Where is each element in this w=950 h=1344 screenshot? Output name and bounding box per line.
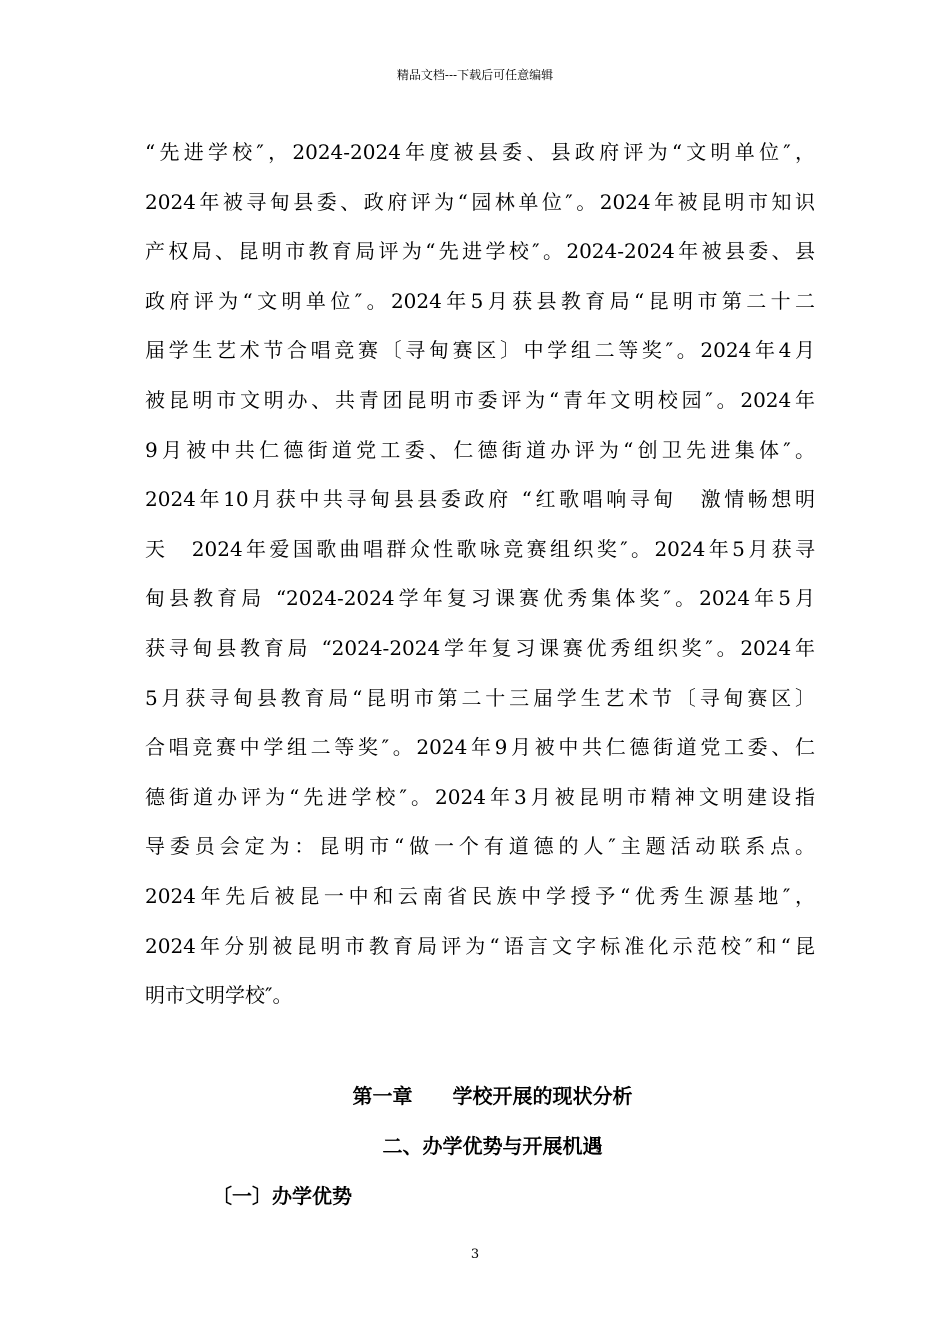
paragraph-line: 合唱竞赛中学组二等奖″。2024年9月被中共仁德街道党工委、仁 bbox=[145, 735, 815, 760]
paragraph-line: 获寻甸县教育局 “2024-2024学年复习课赛优秀组织奖″。2024年 bbox=[145, 635, 815, 660]
paragraph-line: 德街道办评为“先进学校″。2024年3月被昆明市精神文明建设指 bbox=[145, 784, 815, 809]
page-header: 精品文档---下载后可任意编辑 bbox=[396, 68, 554, 82]
subsection-heading: 〔一〕办学优势 bbox=[212, 1184, 352, 1208]
paragraph-line: 2024年被寻甸县委、政府评为“园林单位″。2024年被昆明市知识 bbox=[145, 189, 815, 214]
paragraph-line: 政府评为“文明单位″。2024年5月获县教育局“昆明市第二十二 bbox=[145, 288, 815, 313]
page-number: 3 bbox=[470, 1247, 480, 1262]
section-heading: 二、办学优势与开展机遇 bbox=[382, 1134, 603, 1158]
chapter-heading: 第一章 学校开展的现状分析 bbox=[352, 1084, 633, 1108]
paragraph-line: 天 2024年爱国歌曲唱群众性歌咏竞赛组织奖″。2024年5月获寻 bbox=[145, 536, 815, 561]
paragraph-line: 2024年10月获中共寻甸县县委政府 “红歌唱响寻甸 激情畅想明 bbox=[145, 487, 815, 512]
paragraph-line: 被昆明市文明办、共青团昆明市委评为“青年文明校园″。2024年 bbox=[145, 387, 815, 412]
paragraph-line: 产权局、昆明市教育局评为“先进学校″。2024-2024年被县委、县 bbox=[145, 239, 815, 264]
paragraph-line: 2024年先后被昆一中和云南省民族中学授予“优秀生源基地″， bbox=[145, 883, 815, 908]
paragraph-line: 9月被中共仁德街道党工委、仁德街道办评为“创卫先进集体″。 bbox=[145, 437, 815, 462]
paragraph-line: “先进学校″，2024-2024年度被县委、县政府评为“文明单位″， bbox=[145, 140, 815, 164]
paragraph-line: 明市文明学校″。 bbox=[145, 983, 293, 1008]
body-paragraph bbox=[145, 128, 815, 1021]
paragraph-line: 甸县教育局 “2024-2024学年复习课赛优秀集体奖″。2024年5月 bbox=[145, 586, 815, 611]
paragraph-line: 5月获寻甸县教育局“昆明市第二十三届学生艺术节〔寻甸赛区〕 bbox=[145, 685, 815, 710]
paragraph-line: 导委员会定为：昆明市“做一个有道德的人″主题活动联系点。 bbox=[145, 834, 815, 859]
paragraph-line: 届学生艺术节合唱竞赛〔寻甸赛区〕中学组二等奖″。2024年4月 bbox=[145, 338, 815, 363]
paragraph-line: 2024年分别被昆明市教育局评为“语言文字标准化示范校″和“昆 bbox=[145, 933, 815, 958]
